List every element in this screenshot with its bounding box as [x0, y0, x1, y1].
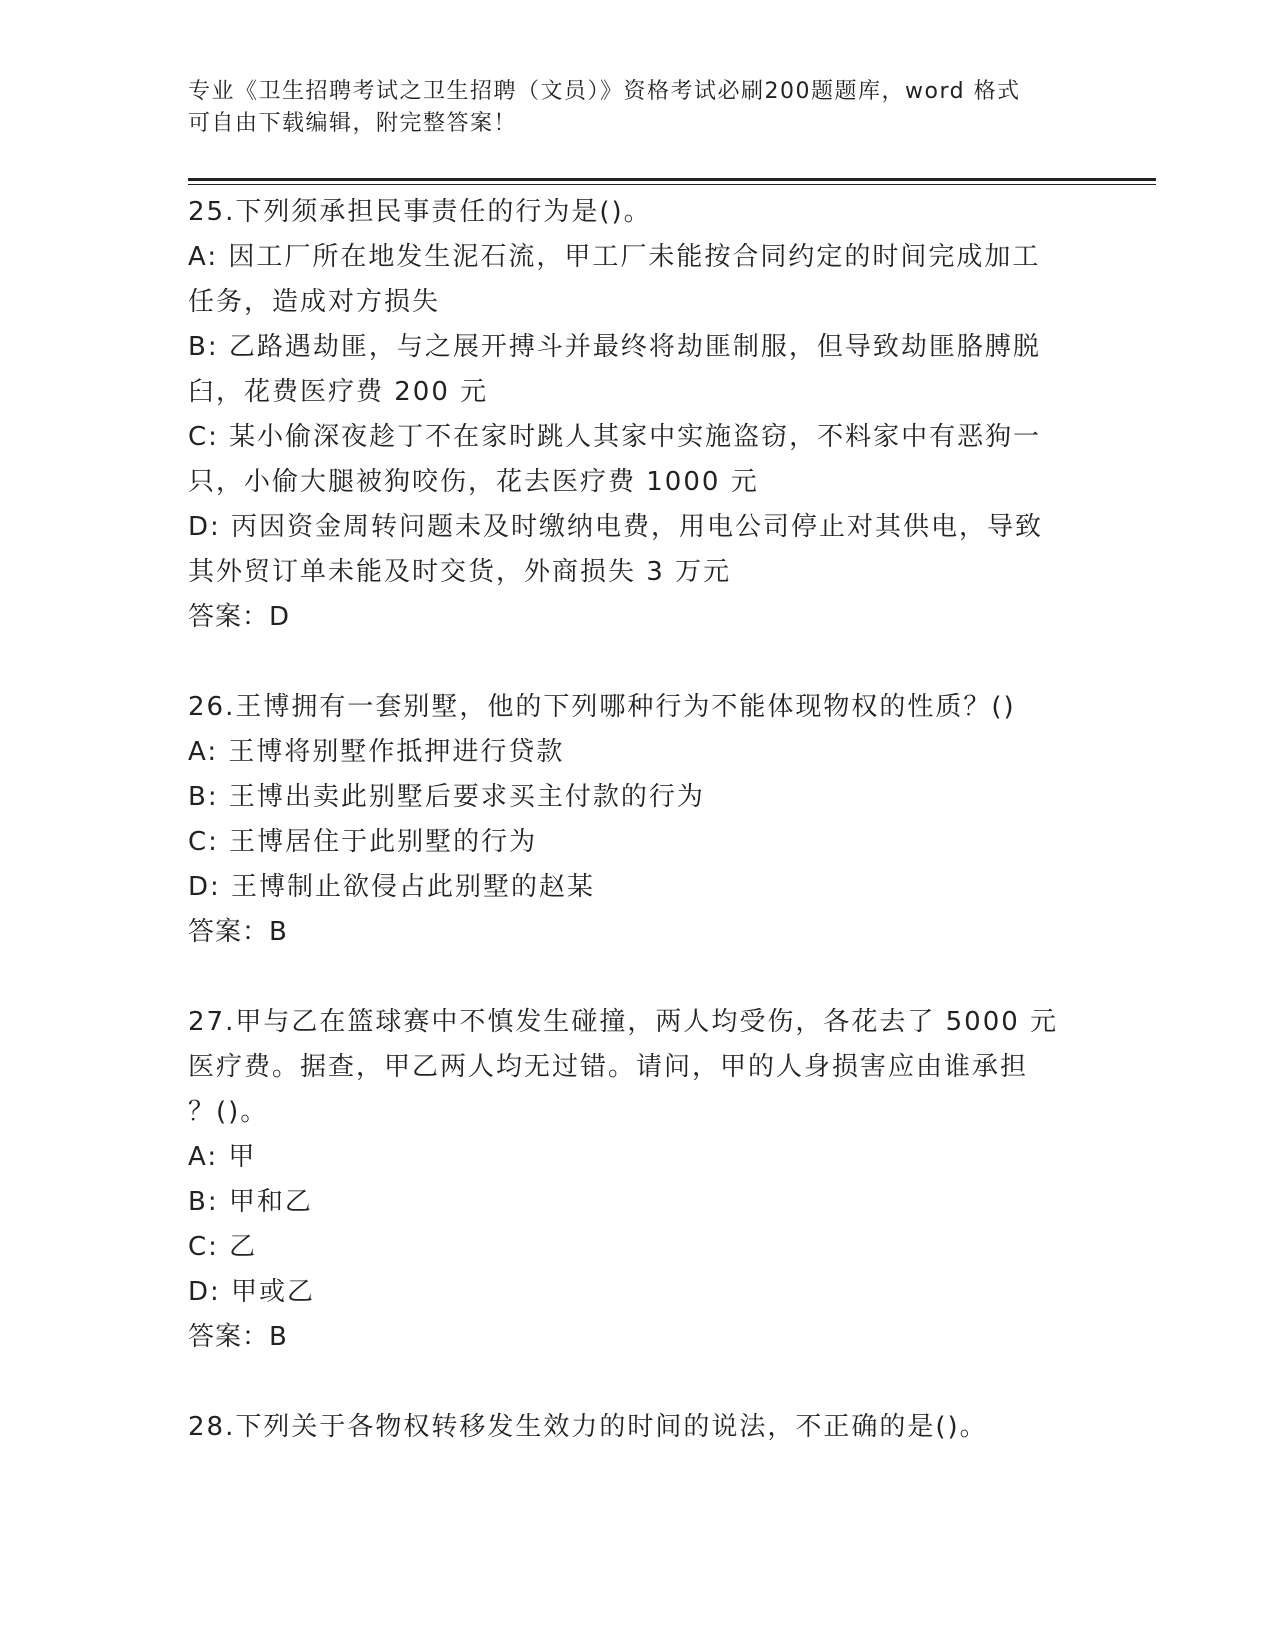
question-text: 27.甲与乙在篮球赛中不慎发生碰撞，两人均受伤，各花去了 5000 元 — [188, 1007, 1059, 1037]
option-d: D: 甲或乙 — [188, 1277, 316, 1307]
question-text: 25.下列须承担民事责任的行为是()。 — [188, 197, 652, 227]
option-c: C: 某小偷深夜趁丁不在家时跳人其家中实施盗窃，不料家中有恶狗一 — [188, 422, 1042, 452]
question-list — [188, 190, 1088, 1495]
question-26 — [188, 685, 1088, 955]
option-b-cont: 臼，花费医疗费 200 元 — [188, 377, 489, 407]
option-d: D: 丙因资金周转问题未及时缴纳电费，用电公司停止对其供电，导致 — [188, 512, 1044, 542]
option-b: B: 甲和乙 — [188, 1187, 313, 1217]
option-a: A: 王博将别墅作抵押进行贷款 — [188, 737, 565, 767]
answer: 答案：B — [188, 1322, 288, 1352]
option-d: D: 王博制止欲侵占此别墅的赵某 — [188, 872, 596, 902]
answer: 答案：B — [188, 917, 288, 947]
question-28 — [188, 1405, 1088, 1450]
question-text: 28.下列关于各物权转移发生效力的时间的说法，不正确的是()。 — [188, 1412, 988, 1442]
option-c: C: 王博居住于此别墅的行为 — [188, 827, 538, 857]
option-b: B: 乙路遇劫匪，与之展开搏斗并最终将劫匪制服，但导致劫匪胳膊脱 — [188, 332, 1041, 362]
option-c: C: 乙 — [188, 1232, 258, 1262]
option-b: B: 王博出卖此别墅后要求买主付款的行为 — [188, 782, 705, 812]
option-a: A: 因工厂所在地发生泥石流，甲工厂未能按合同约定的时间完成加工 — [188, 242, 1041, 272]
question-25 — [188, 190, 1088, 640]
question-text-cont: 医疗费。据查，甲乙两人均无过错。请问，甲的人身损害应由谁承担 — [188, 1052, 1029, 1082]
answer: 答案：D — [188, 602, 291, 632]
header-divider-thick — [188, 178, 1156, 181]
header-divider-thin — [188, 184, 1156, 185]
option-d-cont: 其外贸订单未能及时交货，外商损失 3 万元 — [188, 557, 732, 587]
option-c-cont: 只，小偷大腿被狗咬伤，花去医疗费 1000 元 — [188, 467, 759, 497]
question-27 — [188, 1000, 1088, 1360]
question-text-cont-2: ？()。 — [188, 1097, 269, 1127]
option-a: A: 甲 — [188, 1142, 257, 1172]
question-text: 26.王博拥有一套别墅，他的下列哪种行为不能体现物权的性质？() — [188, 692, 1016, 722]
document-header: 专业《卫生招聘考试之卫生招聘（文员）》资格考试必刷200题题库，word 格式 可自由下载编辑，附完整答案！ — [188, 79, 1021, 136]
option-a-cont: 任务，造成对方损失 — [188, 287, 441, 317]
